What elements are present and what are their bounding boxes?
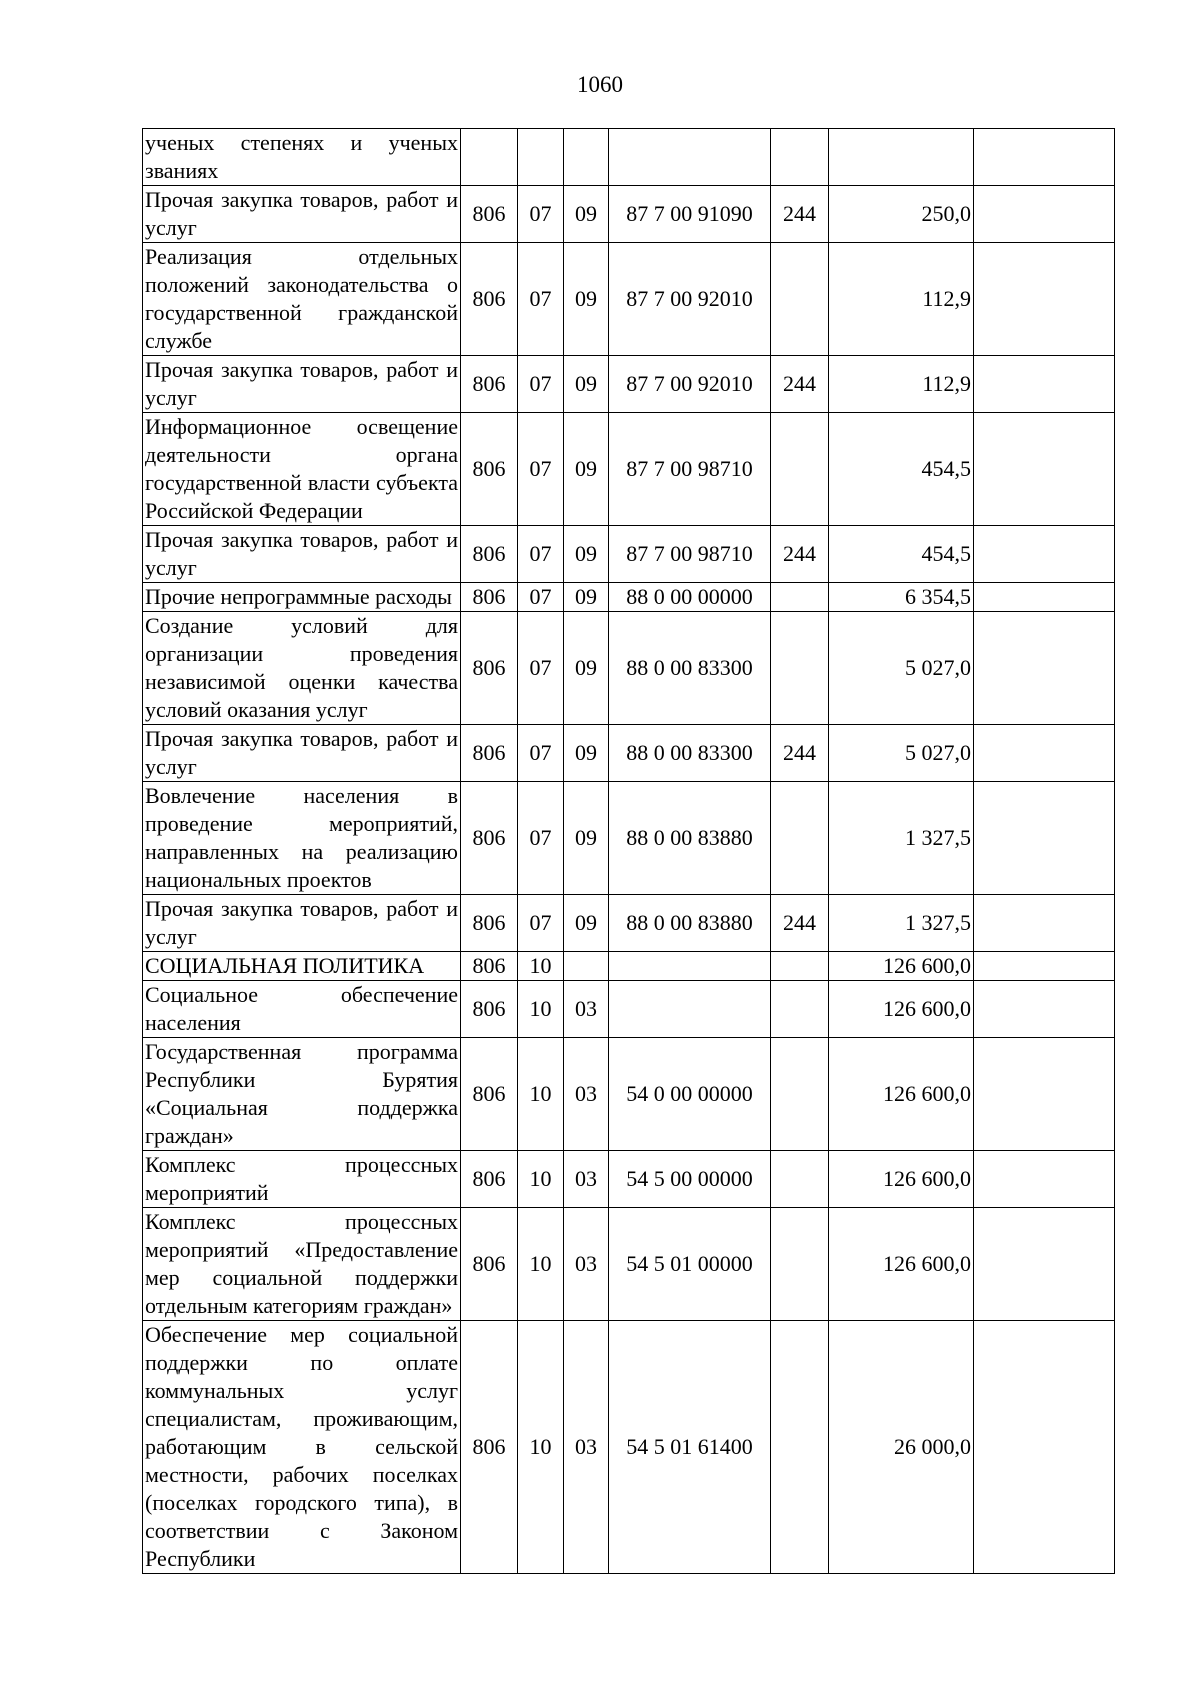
cell-name: Информационное освещение деятельности органа государственной власти субъекта Российской Федерации [143, 413, 461, 526]
cell-extra [974, 526, 1115, 583]
cell-extra [974, 356, 1115, 413]
cell-expense-type [771, 782, 829, 895]
cell-name: Комплекс процессных мероприятий [143, 1151, 461, 1208]
table-row [143, 981, 1115, 1038]
cell-target-article: 88 0 00 83300 [609, 612, 771, 725]
cell-expense-type [771, 413, 829, 526]
table-row [143, 186, 1115, 243]
cell-ministry-code: 806 [461, 952, 518, 981]
table-row [143, 129, 1115, 186]
cell-expense-type [771, 612, 829, 725]
cell-name: Прочая закупка товаров, работ и услуг [143, 356, 461, 413]
cell-target-article: 87 7 00 98710 [609, 526, 771, 583]
table-row [143, 526, 1115, 583]
cell-expense-type [771, 243, 829, 356]
cell-subsection-code: 09 [564, 583, 609, 612]
cell-expense-type [771, 583, 829, 612]
cell-section-code: 10 [518, 981, 564, 1038]
cell-ministry-code: 806 [461, 1321, 518, 1574]
cell-expense-type: 244 [771, 895, 829, 952]
cell-section-code: 10 [518, 1321, 564, 1574]
cell-amount: 26 000,0 [829, 1321, 974, 1574]
cell-expense-type [771, 129, 829, 186]
cell-extra [974, 1208, 1115, 1321]
cell-name: Создание условий для организации проведения независимой оценки качества условий оказания услуг [143, 612, 461, 725]
cell-subsection-code: 09 [564, 526, 609, 583]
cell-name: СОЦИАЛЬНАЯ ПОЛИТИКА [143, 952, 461, 981]
cell-amount: 5 027,0 [829, 612, 974, 725]
cell-subsection-code: 09 [564, 725, 609, 782]
cell-ministry-code: 806 [461, 981, 518, 1038]
cell-section-code: 07 [518, 725, 564, 782]
cell-expense-type [771, 981, 829, 1038]
page-number: 1060 [577, 72, 623, 97]
cell-amount: 126 600,0 [829, 952, 974, 981]
cell-extra [974, 186, 1115, 243]
cell-ministry-code: 806 [461, 526, 518, 583]
table-row [143, 1321, 1115, 1574]
cell-target-article: 87 7 00 92010 [609, 356, 771, 413]
cell-ministry-code: 806 [461, 612, 518, 725]
cell-ministry-code: 806 [461, 895, 518, 952]
cell-ministry-code: 806 [461, 356, 518, 413]
cell-subsection-code [564, 952, 609, 981]
cell-section-code: 07 [518, 782, 564, 895]
cell-name: ученых степенях и ученых званиях [143, 129, 461, 186]
budget-table [142, 128, 1115, 1574]
cell-ministry-code: 806 [461, 782, 518, 895]
cell-amount [829, 129, 974, 186]
cell-target-article: 88 0 00 00000 [609, 583, 771, 612]
cell-expense-type: 244 [771, 526, 829, 583]
cell-subsection-code: 09 [564, 782, 609, 895]
cell-extra [974, 612, 1115, 725]
cell-expense-type [771, 1208, 829, 1321]
cell-amount: 112,9 [829, 243, 974, 356]
cell-subsection-code: 09 [564, 243, 609, 356]
cell-section-code: 10 [518, 952, 564, 981]
cell-section-code: 07 [518, 186, 564, 243]
cell-target-article: 54 5 01 61400 [609, 1321, 771, 1574]
cell-extra [974, 243, 1115, 356]
cell-extra [974, 725, 1115, 782]
table-row [143, 782, 1115, 895]
cell-name: Обеспечение мер социальной поддержки по оплате коммунальных услуг специалистам, проживающим, работающим в сельской местности, рабочих поселках (поселках городского типа), в соответствии с Законом Республики [143, 1321, 461, 1574]
cell-name: Социальное обеспечение населения [143, 981, 461, 1038]
table-row [143, 243, 1115, 356]
table-row [143, 1038, 1115, 1151]
cell-amount: 126 600,0 [829, 1038, 974, 1151]
cell-subsection-code: 03 [564, 1151, 609, 1208]
table-row [143, 895, 1115, 952]
cell-expense-type [771, 1151, 829, 1208]
table-row [143, 1208, 1115, 1321]
cell-target-article: 88 0 00 83300 [609, 725, 771, 782]
cell-expense-type [771, 1321, 829, 1574]
cell-amount: 126 600,0 [829, 1151, 974, 1208]
cell-amount: 250,0 [829, 186, 974, 243]
cell-expense-type: 244 [771, 725, 829, 782]
cell-amount: 6 354,5 [829, 583, 974, 612]
cell-amount: 126 600,0 [829, 981, 974, 1038]
cell-extra [974, 583, 1115, 612]
cell-section-code: 07 [518, 356, 564, 413]
cell-subsection-code: 03 [564, 981, 609, 1038]
cell-ministry-code: 806 [461, 583, 518, 612]
cell-amount: 454,5 [829, 413, 974, 526]
cell-section-code: 07 [518, 413, 564, 526]
cell-subsection-code: 03 [564, 1038, 609, 1151]
cell-name: Прочая закупка товаров, работ и услуг [143, 186, 461, 243]
cell-target-article: 88 0 00 83880 [609, 895, 771, 952]
cell-subsection-code: 09 [564, 895, 609, 952]
cell-target-article [609, 129, 771, 186]
cell-target-article: 87 7 00 91090 [609, 186, 771, 243]
cell-name: Вовлечение населения в проведение мероприятий, направленных на реализацию национальных проектов [143, 782, 461, 895]
cell-target-article: 87 7 00 92010 [609, 243, 771, 356]
cell-target-article [609, 981, 771, 1038]
cell-section-code [518, 129, 564, 186]
cell-subsection-code: 09 [564, 612, 609, 725]
cell-target-article: 54 0 00 00000 [609, 1038, 771, 1151]
cell-ministry-code: 806 [461, 243, 518, 356]
cell-subsection-code: 09 [564, 356, 609, 413]
table-row [143, 356, 1115, 413]
cell-ministry-code: 806 [461, 1151, 518, 1208]
cell-amount: 112,9 [829, 356, 974, 413]
cell-section-code: 10 [518, 1151, 564, 1208]
cell-ministry-code [461, 129, 518, 186]
cell-name: Комплекс процессных мероприятий «Предоставление мер социальной поддержки отдельным категориям граждан» [143, 1208, 461, 1321]
cell-target-article: 88 0 00 83880 [609, 782, 771, 895]
cell-amount: 1 327,5 [829, 895, 974, 952]
cell-expense-type [771, 952, 829, 981]
cell-extra [974, 1321, 1115, 1574]
cell-subsection-code [564, 129, 609, 186]
cell-target-article: 54 5 00 00000 [609, 1151, 771, 1208]
cell-extra [974, 413, 1115, 526]
cell-name: Реализация отдельных положений законодательства о государственной гражданской службе [143, 243, 461, 356]
table-row [143, 952, 1115, 981]
cell-extra [974, 952, 1115, 981]
cell-section-code: 07 [518, 583, 564, 612]
table-row [143, 413, 1115, 526]
cell-ministry-code: 806 [461, 725, 518, 782]
table-row [143, 612, 1115, 725]
cell-section-code: 07 [518, 526, 564, 583]
cell-subsection-code: 03 [564, 1208, 609, 1321]
cell-target-article [609, 952, 771, 981]
cell-ministry-code: 806 [461, 1208, 518, 1321]
cell-target-article: 87 7 00 98710 [609, 413, 771, 526]
cell-amount: 1 327,5 [829, 782, 974, 895]
cell-name: Прочие непрограммные расходы [143, 583, 461, 612]
cell-expense-type [771, 1038, 829, 1151]
cell-amount: 454,5 [829, 526, 974, 583]
cell-ministry-code: 806 [461, 186, 518, 243]
cell-name: Прочая закупка товаров, работ и услуг [143, 895, 461, 952]
cell-extra [974, 782, 1115, 895]
table-row [143, 1151, 1115, 1208]
cell-extra [974, 1038, 1115, 1151]
cell-section-code: 07 [518, 895, 564, 952]
table-body [143, 129, 1115, 1574]
cell-section-code: 07 [518, 612, 564, 725]
cell-subsection-code: 09 [564, 186, 609, 243]
cell-target-article: 54 5 01 00000 [609, 1208, 771, 1321]
cell-expense-type: 244 [771, 356, 829, 413]
cell-name: Прочая закупка товаров, работ и услуг [143, 725, 461, 782]
table-row [143, 583, 1115, 612]
cell-section-code: 10 [518, 1208, 564, 1321]
cell-extra [974, 1151, 1115, 1208]
cell-name: Государственная программа Республики Бурятия «Социальная поддержка граждан» [143, 1038, 461, 1151]
cell-expense-type: 244 [771, 186, 829, 243]
table-row [143, 725, 1115, 782]
cell-amount: 126 600,0 [829, 1208, 974, 1321]
cell-ministry-code: 806 [461, 1038, 518, 1151]
cell-name: Прочая закупка товаров, работ и услуг [143, 526, 461, 583]
cell-subsection-code: 09 [564, 413, 609, 526]
cell-amount: 5 027,0 [829, 725, 974, 782]
cell-subsection-code: 03 [564, 1321, 609, 1574]
cell-section-code: 07 [518, 243, 564, 356]
cell-extra [974, 895, 1115, 952]
cell-section-code: 10 [518, 1038, 564, 1151]
cell-extra [974, 129, 1115, 186]
cell-extra [974, 981, 1115, 1038]
cell-ministry-code: 806 [461, 413, 518, 526]
